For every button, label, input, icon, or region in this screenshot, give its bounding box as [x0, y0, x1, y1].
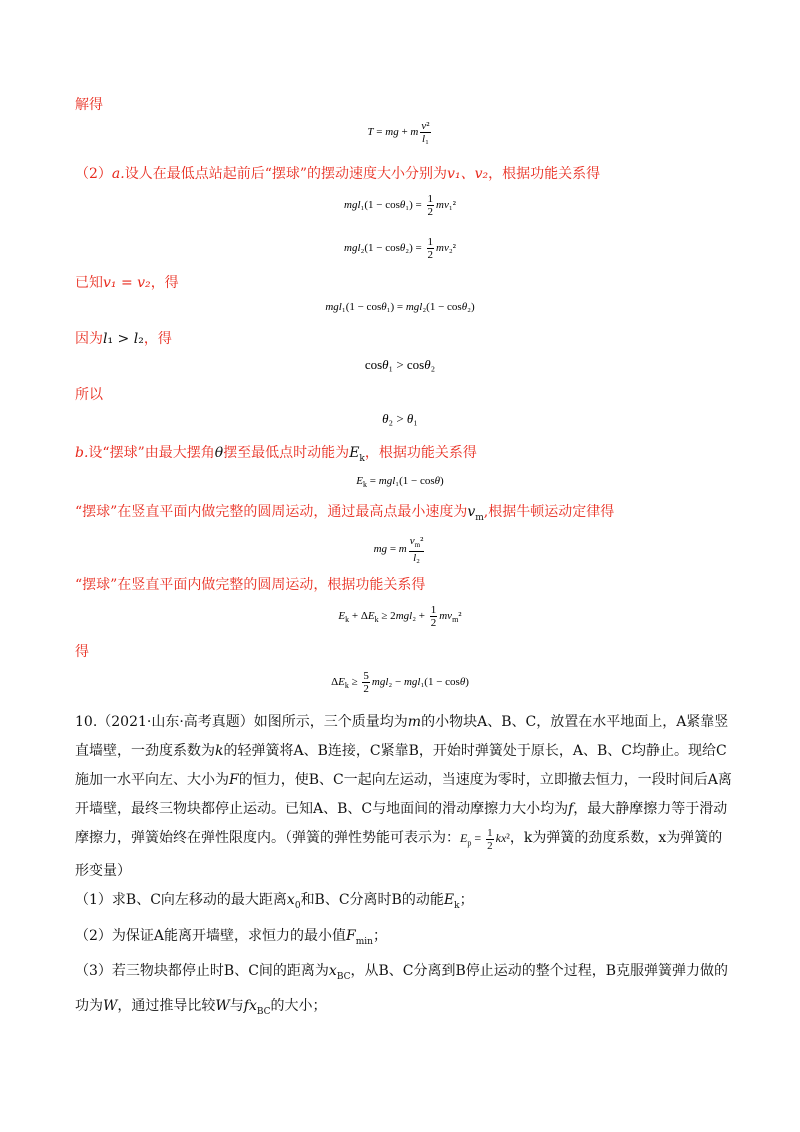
text-solve: 解得 [75, 97, 103, 113]
equation-ek: $E_k = mgl_1(1 - \cos\theta)$ [356, 475, 444, 490]
equation-cos: cosθ₁ > cosθ₂ [364, 357, 436, 372]
text-therefore: 所以 [75, 387, 103, 403]
text-given: 已知v₁ = v₂，得 [75, 275, 179, 291]
question-10-part2: （2）为保证A能离开墙壁，求恒力的最小值$F_{min}$； [75, 928, 387, 947]
text-part2b: b.设“摆球”由最大摆角θ摆至最低点时动能为$E_k$，根据功能关系得 [75, 445, 477, 464]
text-part2a: （2）a.设人在最低点站起前后“摆球”的摆动速度大小分别为v₁、v₂，根据功能关系得 [75, 166, 601, 182]
equation-theta: θ₂ > θ₁ [382, 411, 418, 426]
question-10-stem: 10.（2021·山东·高考真题）如图所示，三个质量均为m的小物块A、B、C，放置在水平地面上，A紧靠竖直墙壁，一劲度系数为k的轻弹簧将A、B连接，C紧靠B，开始时弹簧处于原长，A、B、C均静止。现给C施加一水平向左、大小为F的恒力，使B、C一起向左运动，当速度为零时，立即撤去恒力，一段时间后A离开墙壁，最终三物块都停止运动。已知A、B、C与地面间的滑动摩擦力大小均为f，最大静摩擦力等于滑动摩擦力，弹簧始终在弹性限度内。（弹簧的弹性势能可表示为：$E_p$ = $\frac{1}{2}$ kx²，k为弹簧的劲度系数，x为弹簧的形变量） [75, 714, 732, 880]
text-get: 得 [75, 644, 89, 660]
question-10-part1: （1）求B、C向左移动的最大距离$x_0$和B、C分离时B的动能$E_k$； [75, 892, 474, 911]
equation-equal: mgl₁(1 − cosθ₁) = mgl₂(1 − cosθ₂) [325, 301, 475, 313]
text-circular-1: “摆球”在竖直平面内做完整的圆周运动，通过最高点最小速度为$v_m$,根据牛顿运动定律得 [75, 504, 615, 523]
text-because: 因为l₁ > l₂，得 [75, 331, 172, 347]
question-10-part3: （3）若三物块都停止时B、C间的距离为$x_{BC}$，从B、C分离到B停止运动的整个过程，B克服弹簧弹力做的功为W，通过推导比较W与$fx_{BC}$的大小； [75, 963, 729, 1017]
equation-energy-1: mgl₁(1 − cosθ₁) = $\frac{1}{2}$ mv₁² [344, 193, 456, 218]
equation-inequality: $E_k + \Delta E_k \ge 2mgl_2$ + $\frac{1}{2}$ $mv_m^2$ [338, 604, 462, 629]
equation-tension: T = mg + m $\frac{\text{v²}}{\text{l₁}}$ [367, 120, 430, 145]
equation-newton: mg = m $\frac{v_m^2}{\text{l₂}}$ [373, 535, 424, 565]
text-circular-2: “摆球”在竖直平面内做完整的圆周运动，根据功能关系得 [75, 577, 426, 593]
equation-result: $\Delta E_k$ ≥ $\frac{5}{2}$ mgl₂ − mgl₁(1 − cosθ) [331, 670, 469, 695]
equation-energy-2: mgl₂(1 − cosθ₂) = $\frac{1}{2}$ mv₂² [344, 236, 456, 261]
